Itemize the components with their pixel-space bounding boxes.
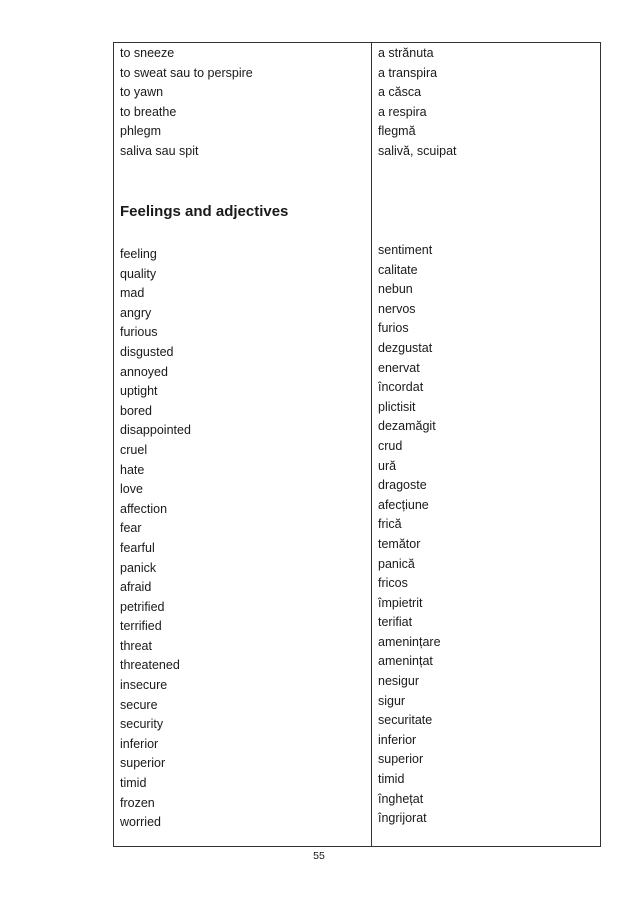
- english-term: feeling: [120, 247, 157, 261]
- romanian-term: a căsca: [378, 85, 422, 100]
- english-term: annoyed: [120, 364, 168, 379]
- english-term: hate: [120, 462, 145, 477]
- english-term: affection: [120, 501, 168, 516]
- top-romanian-column: [378, 44, 457, 162]
- english-term: threatened: [120, 658, 180, 673]
- romanian-term: crud: [378, 438, 403, 453]
- romanian-term: amenințat: [378, 654, 433, 669]
- romanian-term: afecțiune: [378, 497, 429, 512]
- romanian-term: flegmă: [378, 124, 416, 139]
- english-term: bored: [120, 403, 152, 418]
- english-term: inferior: [120, 736, 159, 751]
- romanian-term: ură: [378, 458, 397, 473]
- english-term: disgusted: [120, 344, 174, 359]
- romanian-term: îngrijorat: [378, 811, 427, 826]
- english-term: security: [120, 717, 164, 732]
- romanian-term: a strănuta: [378, 46, 434, 60]
- romanian-term: fricos: [378, 576, 408, 591]
- romanian-term: furios: [378, 321, 409, 336]
- romanian-term: calitate: [378, 262, 418, 277]
- romanian-term: inferior: [378, 732, 417, 747]
- english-term: love: [120, 482, 143, 497]
- english-term: saliva sau spit: [120, 143, 199, 158]
- english-term: worried: [120, 815, 161, 830]
- english-term: fear: [120, 521, 142, 536]
- english-term: terrified: [120, 619, 162, 634]
- english-term: to sneeze: [120, 46, 175, 60]
- romanian-term: a transpira: [378, 65, 438, 80]
- english-term: quality: [120, 266, 157, 281]
- romanian-term: dezamăgit: [378, 419, 436, 434]
- romanian-term: împietrit: [378, 595, 423, 610]
- romanian-term: nesigur: [378, 674, 419, 689]
- page-number: 55: [313, 850, 325, 862]
- romanian-term: securitate: [378, 713, 433, 728]
- english-term: insecure: [120, 678, 168, 693]
- romanian-column: [378, 241, 441, 829]
- romanian-term: panică: [378, 556, 415, 571]
- romanian-term: temător: [378, 536, 421, 551]
- english-term: secure: [120, 697, 158, 712]
- english-term: to sweat sau to perspire: [120, 65, 253, 80]
- english-term: cruel: [120, 442, 148, 457]
- romanian-term: timid: [378, 772, 405, 787]
- romanian-term: încordat: [378, 380, 424, 395]
- english-term: threat: [120, 638, 152, 653]
- english-term: petrified: [120, 599, 165, 614]
- top-english-column: [120, 44, 253, 162]
- romanian-term: dezgustat: [378, 340, 433, 355]
- english-term: fearful: [120, 540, 155, 555]
- romanian-term: sentiment: [378, 243, 433, 257]
- romanian-term: sigur: [378, 693, 406, 708]
- column-divider: [371, 42, 372, 847]
- english-term: uptight: [120, 384, 158, 399]
- english-term: to yawn: [120, 85, 164, 100]
- english-term: afraid: [120, 580, 152, 595]
- english-term: panick: [120, 560, 157, 575]
- romanian-term: nervos: [378, 301, 416, 316]
- english-term: disappointed: [120, 423, 191, 438]
- section-heading: Feelings and adjectives: [120, 203, 289, 220]
- romanian-term: nebun: [378, 282, 413, 297]
- romanian-term: terifiat: [378, 615, 413, 630]
- romanian-term: frică: [378, 517, 402, 532]
- romanian-term: plictisit: [378, 399, 416, 414]
- english-term: mad: [120, 286, 145, 301]
- romanian-term: enervat: [378, 360, 420, 375]
- english-term: angry: [120, 305, 152, 320]
- english-term: furious: [120, 325, 158, 340]
- romanian-term: a respira: [378, 104, 427, 119]
- english-term: superior: [120, 756, 166, 771]
- romanian-term: amenințare: [378, 634, 441, 649]
- english-column: [120, 245, 191, 833]
- english-term: to breathe: [120, 104, 177, 119]
- romanian-term: dragoste: [378, 478, 427, 493]
- romanian-term: salivă, scuipat: [378, 143, 457, 158]
- english-term: frozen: [120, 795, 155, 810]
- english-term: phlegm: [120, 124, 161, 139]
- romanian-term: înghețat: [378, 791, 424, 806]
- romanian-term: superior: [378, 752, 424, 767]
- english-term: timid: [120, 776, 147, 791]
